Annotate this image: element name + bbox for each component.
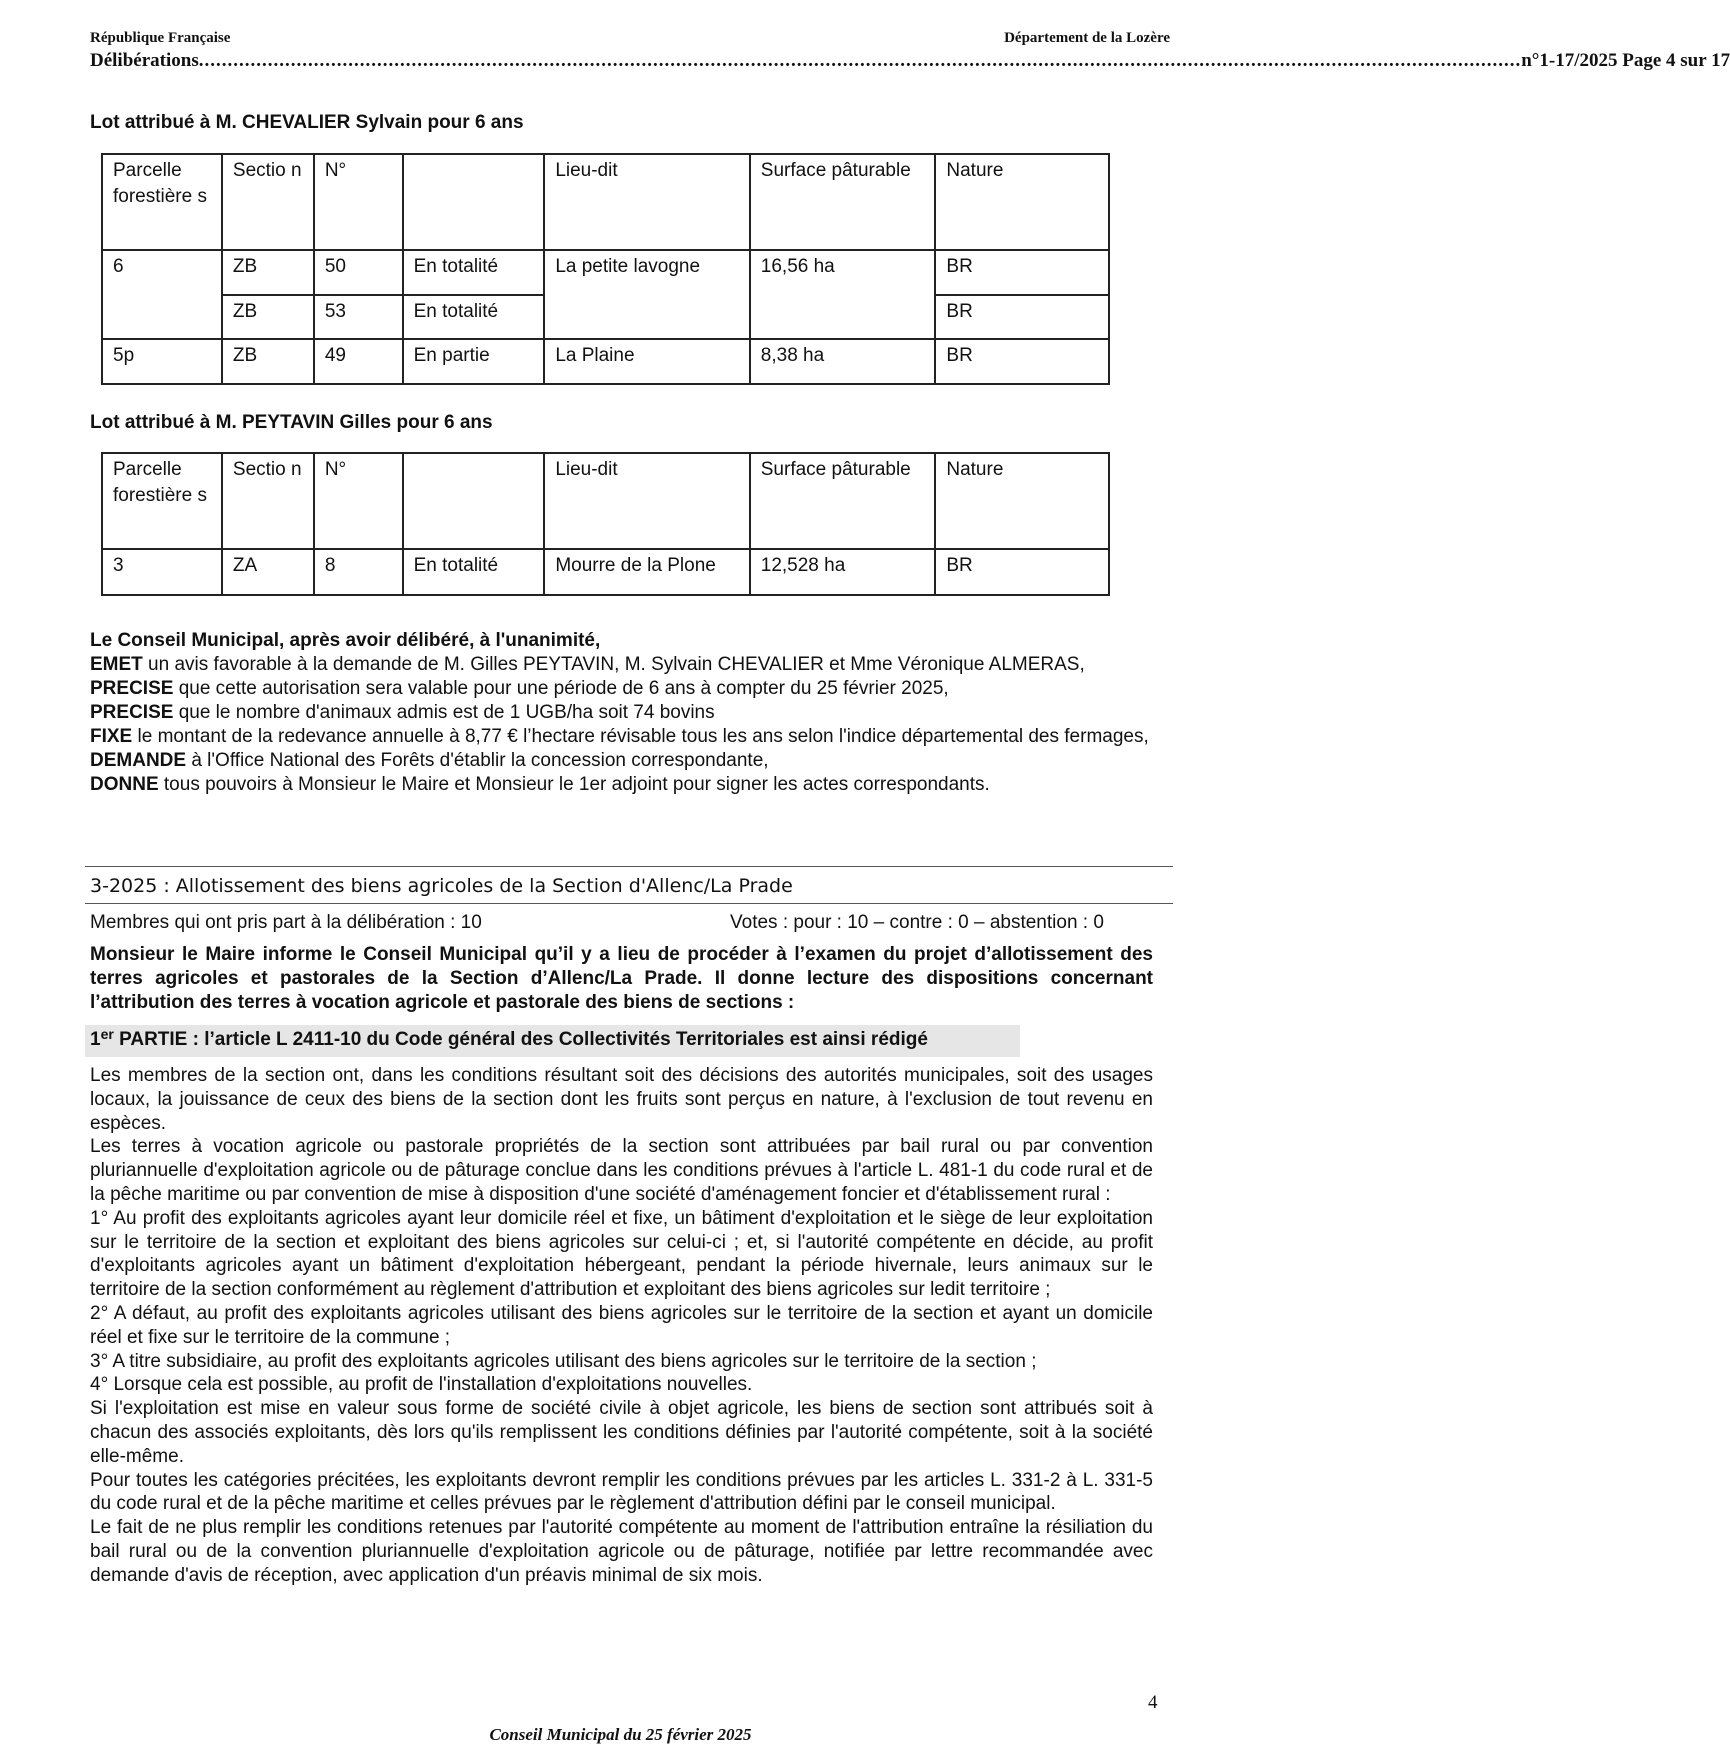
table-header-row	[102, 453, 1109, 549]
cell-portion: En partie	[403, 339, 545, 384]
decision-item: DEMANDE à l'Office National des Forêts d'établir la concession correspondante,	[90, 750, 769, 771]
votes-tally: Votes : pour : 10 – contre : 0 – abstention : 0	[730, 912, 1104, 933]
article-paragraph: 1° Au profit des exploitants agricoles ayant leur domicile réel et fixe, un bâtiment d'exploitation et le siège de leur exploitation sur le territoire de la section et exploitant des biens agricoles sur celui-ci ; et, si l'autorité compétente en décide, au profit d'exploitants agricoles ayant un bâtiment d'exploitation hébergeant, pendant la période hivernale, leurs animaux sur le territoire de la section conformément au règlement d'attribution et exploitant des biens agricoles sur ledit territoire ;	[90, 1207, 1153, 1301]
header-dot-leader: ......................................................................................................................................................................................................................................	[198, 50, 1522, 71]
header-cell: Sectio n	[222, 453, 314, 549]
cell-number: 50	[314, 250, 403, 295]
lot2-title: Lot attribué à M. PEYTAVIN Gilles pour 6 ans	[90, 412, 493, 433]
decision-item: FIXE le montant de la redevance annuelle à 8,77 € l’hectare révisable tous les ans selon l'indice départemental des fermages,	[90, 726, 1149, 747]
members-line	[90, 912, 1153, 934]
header-cell: Parcelle forestière s	[102, 453, 222, 549]
lot1-title: Lot attribué à M. CHEVALIER Sylvain pour 6 ans	[90, 112, 524, 133]
decision-item: PRECISE que le nombre d'animaux admis est de 1 UGB/ha soit 74 bovins	[90, 702, 715, 723]
cell-section: ZB	[222, 339, 314, 384]
cell-number: 53	[314, 295, 403, 339]
article-paragraph: 3° A titre subsidiaire, au profit des exploitants agricoles utilisant des biens agricoles sur le territoire de la section ;	[90, 1350, 1037, 1372]
cell-portion: En totalité	[403, 295, 545, 339]
header-reference: n°1-17/2025 Page 4 sur 17	[1521, 50, 1730, 71]
cell-section: ZB	[222, 250, 314, 295]
document-header-bottom	[90, 50, 1730, 72]
table-row	[102, 549, 1109, 595]
cell-nature: BR	[935, 295, 1109, 339]
decision-item: DONNE tous pouvoirs à Monsieur le Maire et Monsieur le 1er adjoint pour signer les actes correspondants.	[90, 774, 990, 795]
header-cell: N°	[314, 453, 403, 549]
cell-number: 8	[314, 549, 403, 595]
cell-lieu-dit: La petite lavogne	[544, 250, 749, 339]
header-cell	[403, 453, 545, 549]
header-departement: Département de la Lozère	[1004, 30, 1170, 46]
article-paragraph: Les membres de la section ont, dans les conditions résultant soit des décisions des autorités municipales, soit des usages locaux, la jouissance de ceux des biens de la section dont les fruits sont perçus en nature, à l'exclusion de tout revenu en espèces.	[90, 1065, 1153, 1134]
section-title: 3-2025 : Allotissement des biens agricoles de la Section d'Allenc/La Prade	[90, 875, 793, 897]
article-paragraph: Pour toutes les catégories précitées, les exploitants devront remplir les conditions prévues par les articles L. 331-2 à L. 331-5 du code rural et de la pêche maritime et celles prévues par le règlement d'attribution défini par le conseil municipal.	[90, 1469, 1153, 1515]
cell-surface: 12,528 ha	[750, 549, 936, 595]
header-cell: Surface pâturable	[750, 453, 936, 549]
cell-nature: BR	[935, 549, 1109, 595]
article-paragraph: Le fait de ne plus remplir les conditions retenues par l'autorité compétente au moment de l'attribution entraîne la résiliation du bail rural ou de la convention pluriannuelle d'exploitation agricole ou de pâturage, notifiée par lettre recommandée avec demande d'avis de réception, avec application d'un préavis minimal de six mois.	[90, 1517, 1153, 1586]
cell-parcelle: 3	[102, 549, 222, 595]
cell-surface: 8,38 ha	[750, 339, 936, 384]
header-cell: Lieu-dit	[544, 154, 749, 250]
article-paragraph: 2° A défaut, au profit des exploitants agricoles utilisant des biens agricoles sur le territoire de la section et ayant un domicile réel et fixe sur le territoire de la commune ;	[90, 1302, 1153, 1348]
article-paragraph: Les terres à vocation agricole ou pastorale propriétés de la section sont attribuées par bail rural ou par convention pluriannuelle d'exploitation agricole ou de pâturage conclue dans les conditions prévues à l'article L. 481-1 du code rural et de la pêche maritime ou par convention de mise à disposition d'une société d'aménagement foncier et d'établissement rural :	[90, 1136, 1153, 1205]
section-divider-top	[85, 866, 1173, 867]
cell-nature: BR	[935, 250, 1109, 295]
table-row	[102, 339, 1109, 384]
document-header-top	[90, 30, 1170, 47]
decision-block	[90, 629, 1153, 797]
article-paragraph: 4° Lorsque cela est possible, au profit de l'installation d'exploitations nouvelles.	[90, 1374, 753, 1396]
header-cell: Parcelle forestière s	[102, 154, 222, 250]
lot2-table	[101, 452, 1110, 596]
cell-section: ZB	[222, 295, 314, 339]
decision-item: EMET un avis favorable à la demande de M. Gilles PEYTAVIN, M. Sylvain CHEVALIER et Mme Véronique ALMERAS,	[90, 654, 1085, 675]
header-cell: Sectio n	[222, 154, 314, 250]
header-cell: Nature	[935, 154, 1109, 250]
header-cell: Lieu-dit	[544, 453, 749, 549]
page-number: 4	[1148, 1692, 1158, 1713]
header-cell: N°	[314, 154, 403, 250]
decision-item: PRECISE que cette autorisation sera valable pour une période de 6 ans à compter du 25 février 2025,	[90, 678, 949, 699]
decision-intro: Le Conseil Municipal, après avoir délibéré, à l'unanimité,	[90, 630, 601, 651]
table-header-row	[102, 154, 1109, 250]
table-row	[102, 250, 1109, 295]
page-footer: Conseil Municipal du 25 février 2025	[489, 1725, 752, 1744]
lot1-table	[101, 153, 1110, 385]
header-deliberations: Délibérations	[90, 50, 199, 71]
cell-portion: En totalité	[403, 250, 545, 295]
header-cell: Surface pâturable	[750, 154, 936, 250]
cell-parcelle: 6	[102, 250, 222, 339]
article-paragraph: Si l'exploitation est mise en valeur sous forme de société civile à objet agricole, les biens de section sont attribués soit à chacun des associés exploitants, dès lors qu'ils remplissent les conditions définies par l'autorité compétente, soit à la société elle-même.	[90, 1398, 1153, 1467]
header-cell	[403, 154, 545, 250]
cell-surface: 16,56 ha	[750, 250, 936, 339]
article-body	[90, 1064, 1153, 1588]
partie-heading: 1er PARTIE : l’article L 2411-10 du Code général des Collectivités Territoriales est ainsi rédigé	[85, 1025, 1020, 1057]
cell-nature: BR	[935, 339, 1109, 384]
section-intro: Monsieur le Maire informe le Conseil Municipal qu’il y a lieu de procéder à l’examen du projet d’allotissement des terres agricoles et pastorales de la Section d’Allenc/La Prade. Il donne lecture des dispositions concernant l’attribution des terres à vocation agricole et pastorale des biens de sections :	[90, 944, 1153, 1013]
header-republique: République Française	[90, 30, 231, 46]
cell-lieu-dit: La Plaine	[544, 339, 749, 384]
cell-number: 49	[314, 339, 403, 384]
cell-portion: En totalité	[403, 549, 545, 595]
section-divider-bottom	[85, 903, 1173, 904]
cell-section: ZA	[222, 549, 314, 595]
cell-parcelle: 5p	[102, 339, 222, 384]
cell-lieu-dit: Mourre de la Plone	[544, 549, 749, 595]
members-count: Membres qui ont pris part à la délibération : 10	[90, 912, 482, 933]
header-cell: Nature	[935, 453, 1109, 549]
